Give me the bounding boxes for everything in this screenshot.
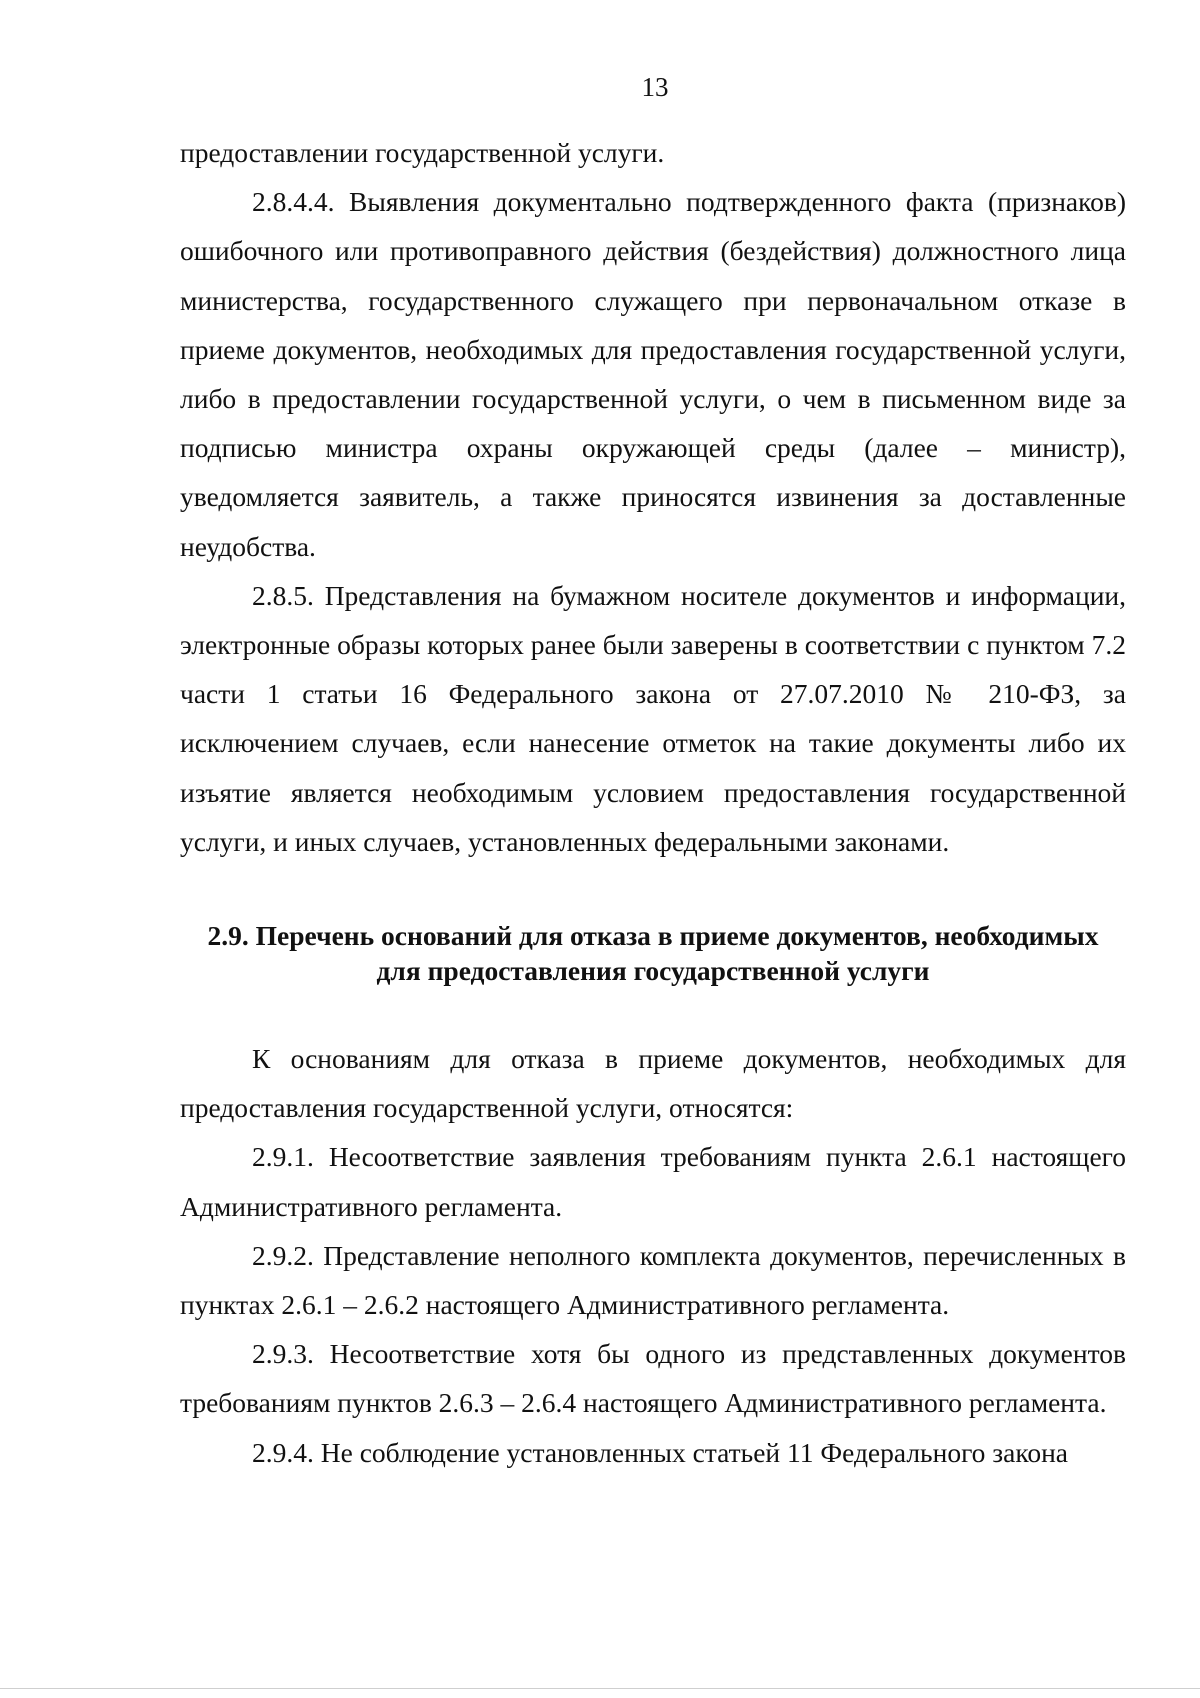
paragraph-intro-2-9: К основаниям для отказа в приеме документов, необходимых для предоставления государственной услуги, относятся: — [180, 1043, 1126, 1124]
paragraph-2-9-4: 2.9.4. Не соблюдение установленных статьей 11 Федерального закона — [252, 1436, 1068, 1468]
paragraph-2-8-5: 2.8.5. Представления на бумажном носителе документов и информации, электронные образы которых ранее были заверены в соответствии с пунктом 7.2 части 1 статьи 16 Федерального закона от 27.07.2010 № 210-ФЗ, за исключением случаев, если нанесение отметок на такие документы либо их изъятие является необходимым условием предоставления государственной услуги, и иных случаев, установленных федеральными законами. — [180, 579, 1126, 857]
paragraph-2-9-2: 2.9.2. Представление неполного комплекта документов, перечисленных в пунктах 2.6.1 – 2.6.2 настоящего Административного регламента. — [180, 1239, 1126, 1321]
paragraph-continuation: предоставлении государственной услуги. — [180, 137, 665, 168]
paragraph-2-8-4-4: 2.8.4.4. Выявления документально подтвержденного факта (признаков) ошибочного или противоправного действия (бездействия) должностного лица министерства, государственного служащего при первоначальном отказе в приеме документов, необходимых для предоставления государственной услуги, либо в предоставлении государственной услуги, о чем в письменном виде за подписью министра охраны окружающей среды (далее – министр), уведомляется заявитель, а также приносятся извинения за доставленные неудобства. — [180, 186, 1126, 562]
document-body — [180, 128, 1126, 1477]
section-heading-line-1: 2.9. Перечень оснований для отказа в приеме документов, необходимых — [207, 920, 1099, 952]
scan-edge-line — [0, 1688, 1200, 1689]
section-heading-line-2: для предоставления государственной услуги — [376, 955, 930, 987]
page-number: 13 — [641, 72, 669, 102]
paragraph-2-9-1: 2.9.1. Несоответствие заявления требованиям пункта 2.6.1 настоящего Административного регламента. — [180, 1141, 1126, 1222]
paragraph-2-9-3: 2.9.3. Несоответствие хотя бы одного из представленных документов требованиям пунктов 2.6.3 – 2.6.4 настоящего Административного регламента. — [180, 1338, 1126, 1419]
section-heading-2-9 — [180, 918, 1126, 988]
